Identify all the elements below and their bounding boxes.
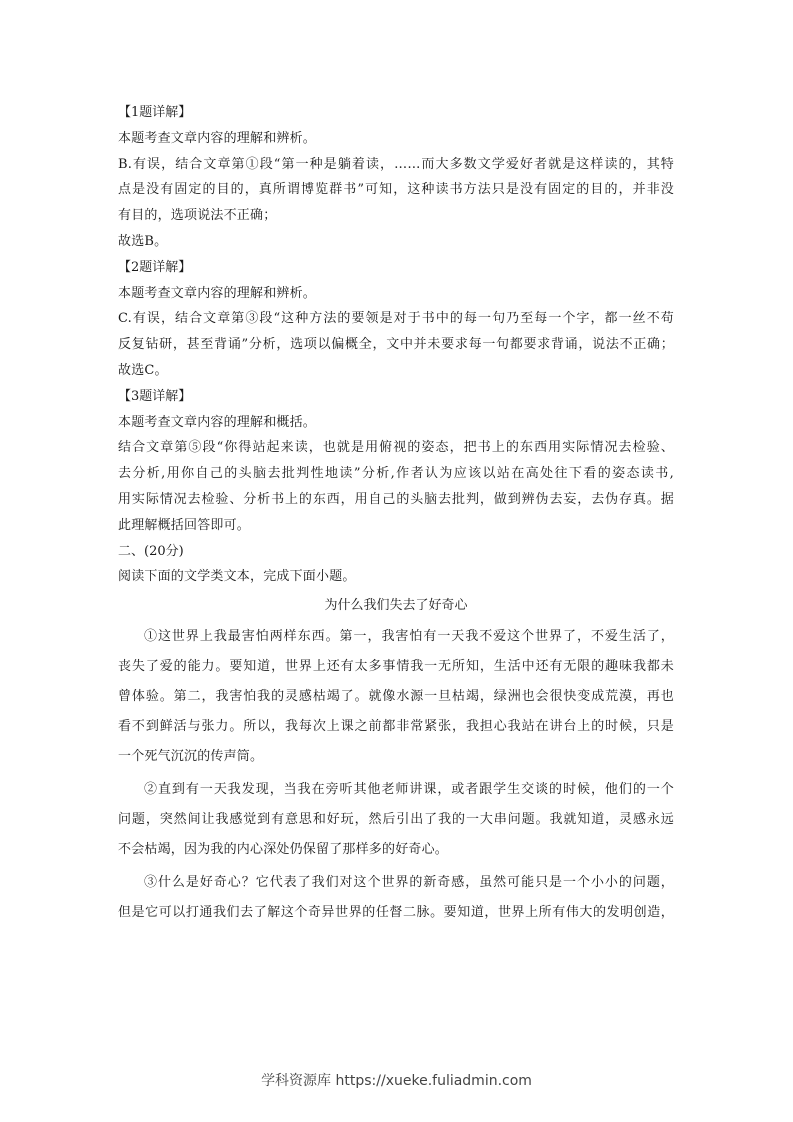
text-line: 但是它可以打通我们去了解这个奇异世界的任督二脉。要知道，世界上所有伟大的发明创造， (118, 905, 674, 921)
answer-section-3 (118, 384, 674, 539)
text-line: 点是没有固定的目的，真所谓博览群书”可知，这种读书方法只是没有固定的目的，并非没 (118, 182, 674, 198)
text-line: 用实际情况去检验、分析书上的东西，用自己的头脑去批判，做到辨伪去妄，去伪存真。据 (118, 491, 674, 507)
text-line: ①这世界上我最害怕两样东西。第一，我害怕有一天我不爱这个世界了，不爱生活了， (144, 629, 674, 645)
section-heading: 【1题详解】 (118, 105, 192, 120)
text-line: ③什么是好奇心？它代表了我们对这个世界的新奇感，虽然可能只是一个小小的问题， (144, 875, 674, 891)
text-line: 曾体验。第二，我害怕我的灵感枯竭了。就像水源一旦枯竭，绿洲也会很快变成荒漠，再也 (118, 689, 674, 705)
instruction-text: 阅读下面的文学类文本，完成下面小题。 (118, 569, 356, 585)
text-line: 丧失了爱的能力。要知道，世界上还有太多事情我一无所知，生活中还有无限的趣味我都未 (118, 659, 674, 675)
text-line: 本题考查文章内容的理解和概括。 (118, 414, 317, 430)
answer-section-1 (118, 100, 674, 255)
part-heading: 二、(20分) (118, 543, 184, 559)
footer-watermark: 学科资源库 https://xueke.fuliadmin.com (261, 1073, 532, 1089)
text-line: 一个死气沉沉的传声筒。 (118, 749, 264, 765)
article-paragraph-3 (118, 868, 674, 928)
text-line: 本题考查文章内容的理解和辨析。 (118, 285, 317, 301)
article-paragraph-2 (118, 775, 674, 865)
text-line: 故选B。 (118, 233, 168, 249)
answer-section-2 (118, 255, 674, 384)
text-line: 故选C。 (118, 362, 168, 378)
text-line: 不会枯竭，因为我的内心深处仍保留了那样多的好奇心。 (118, 842, 449, 858)
text-line: 结合文章第⑤段“你得站起来读，也就是用俯视的姿态，把书上的东西用实际情况去检验、 (118, 440, 674, 456)
article-paragraph-1 (118, 622, 674, 772)
text-line: C.有误，结合文章第③段“这种方法的要领是对于书中的每一句乃至每一个字，都一丝不苟 (118, 311, 674, 327)
text-line: 有目的，选项说法不正确； (118, 208, 277, 224)
document-page (118, 100, 674, 928)
text-line: B.有误，结合文章第①段“第一种是躺着读，……而大多数文学爱好者就是这样读的，其特 (118, 156, 674, 172)
text-line: ②直到有一天我发现，当我在旁听其他老师讲课，或者跟学生交谈的时候，他们的一个 (144, 782, 674, 798)
section-heading: 【3题详解】 (118, 388, 192, 404)
text-line: 此理解概括回答即可。 (118, 517, 251, 533)
part-two (118, 539, 674, 929)
text-line: 反复钻研，甚至背诵”分析，选项以偏概全，文中并未要求每一句都要求背诵，说法不正确； (118, 337, 674, 353)
text-line: 本题考查文章内容的理解和辨析。 (118, 130, 317, 146)
text-line: 去分析,用你自己的头脑去批判性地读”分析,作者认为应该以站在高处往下看的姿态读书, (118, 466, 674, 482)
section-heading: 【2题详解】 (118, 259, 192, 275)
article-title: 为什么我们失去了好奇心 (324, 598, 468, 614)
text-line: 问题，突然间让我感觉到有意思和好玩，然后引出了我的一大串问题。我就知道，灵感永远 (118, 812, 674, 828)
text-line: 看不到鲜活与张力。所以，我每次上课之前都非常紧张，我担心我站在讲台上的时候，只是 (118, 719, 674, 735)
